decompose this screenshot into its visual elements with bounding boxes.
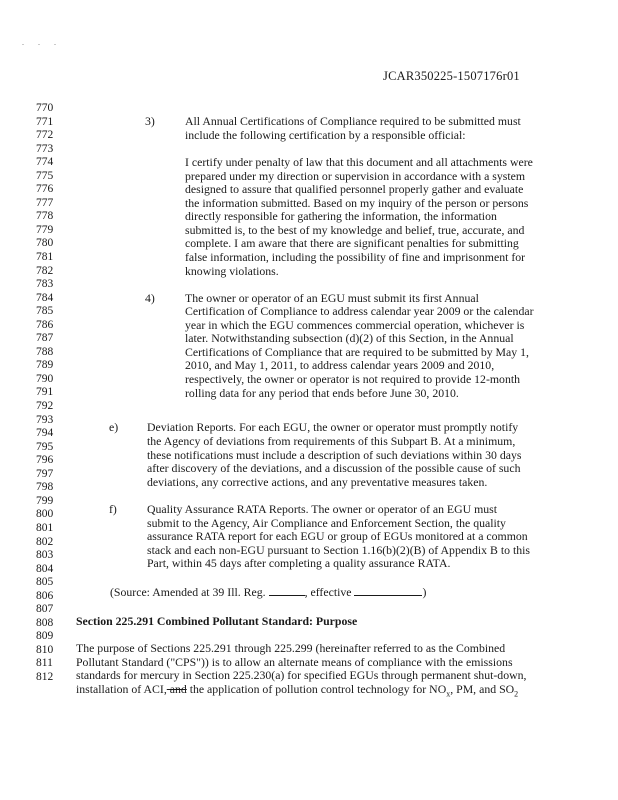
item-4-line: 2010, and May 1, 2011, to address calendar years 2009 and 2010, xyxy=(185,358,495,372)
line-number: 778 xyxy=(36,210,54,223)
register-page-blank xyxy=(269,585,305,596)
item-4-line: Certifications of Compliance that are required to be submitted by May 1, xyxy=(185,345,529,359)
line-number-column xyxy=(36,102,66,685)
line-number: 798 xyxy=(36,481,54,494)
line-number: 800 xyxy=(36,508,54,521)
line-number: 784 xyxy=(36,291,54,304)
item-e-line: Deviation Reports. For each EGU, the owner or operator must promptly notify xyxy=(147,420,519,434)
purpose-line: The purpose of Sections 225.291 through 225.299 (hereinafter referred to as the Combined xyxy=(76,641,506,655)
certification-line: false information, including the possibility of fine and imprisonment for xyxy=(185,250,526,264)
source-suffix: ) xyxy=(422,585,427,599)
line-number: 805 xyxy=(36,576,54,589)
line-number: 804 xyxy=(36,562,54,575)
item-e-line: the Agency of deviations from requirements of this Subpart B. At a minimum, xyxy=(147,434,516,448)
line-number: 793 xyxy=(36,413,54,426)
line-number: 790 xyxy=(36,372,54,385)
line-number: 791 xyxy=(36,386,54,399)
item-3-marker: 3) xyxy=(145,114,155,128)
document-id-header: JCAR350225-1507176r01 xyxy=(383,69,520,83)
certification-line: I certify under penalty of law that this document and all attachments were xyxy=(185,155,533,169)
certification-line: submitted is, to the best of my knowledge and belief, true, accurate, and xyxy=(185,223,525,237)
line-number: 788 xyxy=(36,345,54,358)
item-e-marker: e) xyxy=(109,420,119,434)
line-number: 801 xyxy=(36,521,54,534)
line-number: 808 xyxy=(36,616,54,629)
line-number: 797 xyxy=(36,467,54,480)
line-number: 799 xyxy=(36,494,54,507)
line-number: 773 xyxy=(36,142,54,155)
item-f-line: stack and each non-EGU pursuant to Section 1.16(b)(2)(B) of Appendix B to this xyxy=(147,543,530,557)
item-f-line: assurance RATA report for each EGU or group of EGUs monitored at a common xyxy=(147,529,528,543)
line-number: 792 xyxy=(36,400,54,413)
certification-line: prepared under my direction or supervision in accordance with a system xyxy=(185,169,526,183)
effective-date-blank xyxy=(354,585,422,596)
source-effective: , effective xyxy=(304,585,352,599)
subscript-2: 2 xyxy=(514,689,519,699)
purpose-text: , PM, and SO xyxy=(450,682,515,696)
scan-specks: . . . xyxy=(22,38,62,47)
line-number: 779 xyxy=(36,223,54,236)
line-number: 789 xyxy=(36,359,54,372)
item-4-marker: 4) xyxy=(145,291,155,305)
line-number: 806 xyxy=(36,589,54,602)
line-number: 803 xyxy=(36,549,54,562)
line-number: 774 xyxy=(36,156,54,169)
line-number: 777 xyxy=(36,196,54,209)
line-number: 807 xyxy=(36,603,54,616)
line-number: 781 xyxy=(36,251,54,264)
line-number: 782 xyxy=(36,264,54,277)
certification-line: the information submitted. Based on my inquiry of the person or persons xyxy=(185,196,529,210)
line-number: 771 xyxy=(36,115,54,128)
line-number: 802 xyxy=(36,535,54,548)
item-e-line: after discovery of the deviations, and a discussion of the possible cause of such xyxy=(147,461,521,475)
source-note xyxy=(110,585,426,599)
line-number: 770 xyxy=(36,102,54,114)
line-number: 772 xyxy=(36,129,54,142)
item-4-line: respectively, the owner or operator is not required to provide 12-month xyxy=(185,372,521,386)
line-number: 776 xyxy=(36,183,54,196)
line-number: 795 xyxy=(36,440,54,453)
certification-line: complete. I am aware that there are significant penalties for submitting xyxy=(185,236,519,250)
line-number: 794 xyxy=(36,427,54,440)
line-number: 796 xyxy=(36,454,54,467)
line-number: 787 xyxy=(36,332,54,345)
item-4-line: later. Notwithstanding subsection (d)(2) of this Section, in the Annual xyxy=(185,331,514,345)
source-prefix: (Source: Amended at 39 Ill. Reg. xyxy=(110,585,266,599)
line-number: 786 xyxy=(36,318,54,331)
item-f-line: Part, within 45 days after completing a quality assurance RATA. xyxy=(147,556,451,570)
item-3-line: include the following certification by a responsible official: xyxy=(185,128,466,142)
item-e-line: deviations, any corrective actions, and any preventative measures taken. xyxy=(147,475,488,489)
certification-line: designed to assure that qualified personnel properly gather and evaluate xyxy=(185,182,524,196)
item-e-line: these notifications must include a description of such deviations within 30 days xyxy=(147,448,522,462)
line-number: 785 xyxy=(36,305,54,318)
line-number: 780 xyxy=(36,237,54,250)
item-3-line: All Annual Certifications of Compliance required to be submitted must xyxy=(185,114,521,128)
item-f-line: Quality Assurance RATA Reports. The owner or operator of an EGU must xyxy=(147,502,498,516)
item-f-marker: f) xyxy=(109,502,117,516)
line-number: 809 xyxy=(36,630,54,643)
line-number: 810 xyxy=(36,643,54,656)
item-4-line: rolling data for any period that ends before June 30, 2010. xyxy=(185,386,459,400)
struck-text: and xyxy=(166,682,187,696)
line-number: 811 xyxy=(36,657,53,670)
purpose-text: installation of ACI, xyxy=(76,682,167,696)
purpose-line: standards for mercury in Section 225.230(a) for specified EGUs through permanent shut-down, xyxy=(76,668,527,682)
purpose-text: the application of pollution control technology for NO xyxy=(186,682,447,696)
certification-line: knowing violations. xyxy=(185,264,279,278)
item-4-line: Certification of Compliance to address calendar year 2009 or the calendar xyxy=(185,304,534,318)
line-number: 775 xyxy=(36,169,54,182)
purpose-line: Pollutant Standard ("CPS")) is to allow an alternate means of compliance with the emissions xyxy=(76,655,513,669)
section-heading: Section 225.291 Combined Pollutant Standard: Purpose xyxy=(76,614,358,628)
line-number: 812 xyxy=(36,670,54,683)
line-number: 783 xyxy=(36,278,54,291)
subscript-x: x xyxy=(446,689,451,699)
certification-line: directly responsible for gathering the information, the information xyxy=(185,209,497,223)
item-4-line: year in which the EGU commences commercial operation, whichever is xyxy=(185,318,525,332)
item-f-line: submit to the Agency, Air Compliance and Enforcement Section, the quality xyxy=(147,516,506,530)
item-4-line: The owner or operator of an EGU must submit its first Annual xyxy=(185,291,479,305)
purpose-line xyxy=(76,682,519,699)
